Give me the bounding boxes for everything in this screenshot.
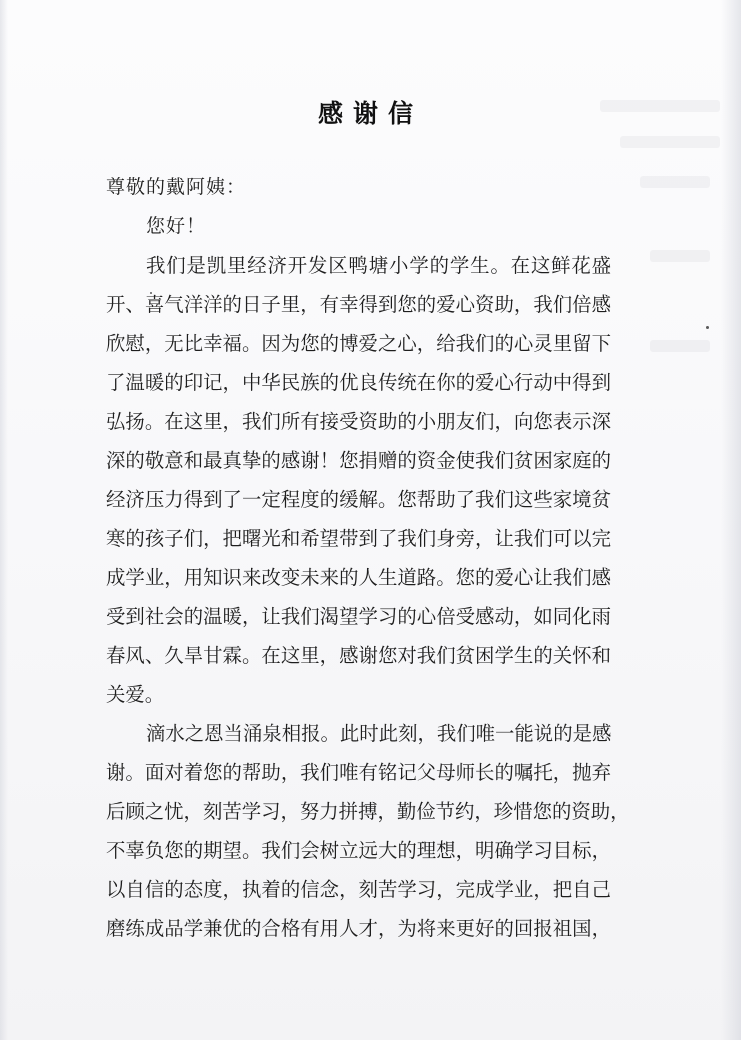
body-line: 经济压力得到了一定程度的缓解。您帮助了我们这些家境贫: [106, 488, 611, 511]
paper-speck: [706, 326, 709, 329]
body-line: 弘扬。在这里，我们所有接受资助的小朋友们，向您表示深: [106, 410, 611, 433]
body-line: 了温暖的印记，中华民族的优良传统在你的爱心行动中得到: [106, 371, 611, 394]
body-line: 受到社会的温暖，让我们渴望学习的心倍受感动，如同化雨: [106, 605, 611, 628]
body-line: 深的敬意和最真挚的感谢！您捐赠的资金使我们贫困家庭的: [106, 449, 611, 472]
salutation: 尊敬的戴阿姨：: [106, 176, 247, 198]
body-line: 欣慰，无比幸福。因为您的博爱之心，给我们的心灵里留下: [106, 332, 611, 355]
body-line: 磨练成品学兼优的合格有用人才，为将来更好的回报祖国，: [106, 917, 611, 940]
body-line: 我们是凯里经济开发区鸭塘小学的学生。在这鲜花盛: [146, 254, 611, 277]
bleed-through-mark: [650, 250, 710, 262]
body-line: 滴水之恩当涌泉相报。此时此刻，我们唯一能说的是感: [146, 722, 612, 745]
body-line: 谢。面对着您的帮助，我们唯有铭记父母师长的嘱托，抛弃: [106, 761, 611, 784]
body-line: 春风、久旱甘霖。在这里，感谢您对我们贫困学生的关怀和: [106, 644, 611, 667]
body-line: 开、喜气洋洋的日子里，有幸得到您的爱心资助，我们倍感: [106, 293, 611, 316]
bleed-through-mark: [620, 136, 720, 148]
bleed-through-mark: [640, 176, 710, 188]
body-line: 成学业，用知识来改变未来的人生道路。您的爱心让我们感: [106, 566, 611, 589]
paper-right-shadow: [721, 0, 741, 1040]
body-line: 不辜负您的期望。我们会树立远大的理想，明确学习目标，: [106, 839, 611, 862]
greeting: 您好！: [146, 215, 207, 237]
bleed-through-mark: [650, 340, 710, 352]
paper-left-shadow: [0, 0, 8, 1040]
letter-title: 感谢信: [317, 99, 423, 128]
body-line: 关爱。: [106, 683, 165, 706]
body-line: 以自信的态度，执着的信念，刻苦学习，完成学业，把自己: [106, 878, 611, 901]
body-line: 寒的孩子们，把曙光和希望带到了我们身旁，让我们可以完: [106, 527, 611, 550]
body-line: 后顾之忧，刻苦学习，努力拼搏，勤俭节约，珍惜您的资助，: [106, 800, 630, 823]
